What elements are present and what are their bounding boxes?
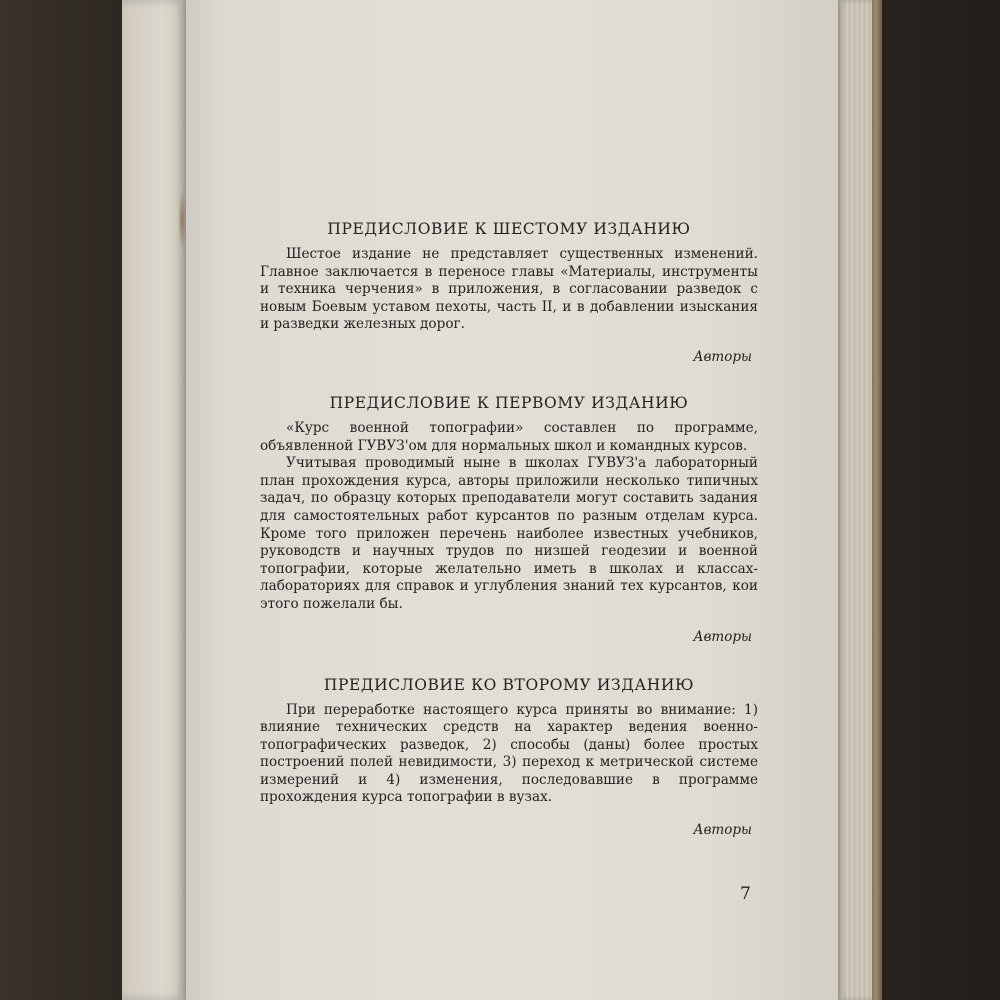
page-number: 7 xyxy=(740,884,751,904)
paragraph: Шестое издание не представляет существенных изменений. Главное заключается в переносе главы «Материалы, инструменты и техника черчения» в приложения, в согласовании разведок с новым Боевым уставом пехоты, часть II, и в добавлении изыскания и разведки железных дорог. xyxy=(260,246,758,333)
paragraph: «Курс военной топографии» составлен по программе, объявленной ГУВУЗ'ом для нормальных школ и командных курсов. xyxy=(260,419,758,454)
preface-first-edition xyxy=(260,392,758,646)
section-heading: ПРЕДИСЛОВИЕ К ПЕРВОМУ ИЗДАНИЮ xyxy=(329,393,689,412)
signature: Авторы xyxy=(693,628,752,645)
preface-sixth-edition xyxy=(260,218,758,366)
paragraph: Учитывая проводимый ныне в школах ГУВУЗ'а лабораторный план прохождения курса, авторы приложили несколько типичных задач, по образцу которых преподаватели могут составить задания для самостоятельных работ курсантов по разным отделам курса. Кроме того приложен перечень наиболее известных учебников, руководств и научных трудов по низшей геодезии и военной топографии, которые желательно иметь в школах и классах-лабораториях для справок и углубления знаний тех курсантов, кои этого пожелали бы. xyxy=(260,455,758,612)
previous-page-edge xyxy=(122,0,194,1000)
section-heading: ПРЕДИСЛОВИЕ К ШЕСТОМУ ИЗДАНИЮ xyxy=(327,220,691,238)
signature: Авторы xyxy=(693,822,752,839)
section-heading: ПРЕДИСЛОВИЕ КО ВТОРОМУ ИЗДАНИЮ xyxy=(323,675,695,694)
signature: Авторы xyxy=(693,348,752,365)
paragraph: При переработке настоящего курса приняты во внимание: 1) влияние технических средств на характер ведения военно-топографических разведок, 2) способы (даны) более простых построений полей невидимости, 3) переход к метрической системе измерений и 4) изменения, последовавшие в программе прохождения курса топографии в вузах. xyxy=(260,701,758,806)
preface-second-edition xyxy=(260,674,758,840)
stain-mark xyxy=(178,190,186,250)
book-page xyxy=(186,0,838,1000)
page-content xyxy=(260,218,758,839)
